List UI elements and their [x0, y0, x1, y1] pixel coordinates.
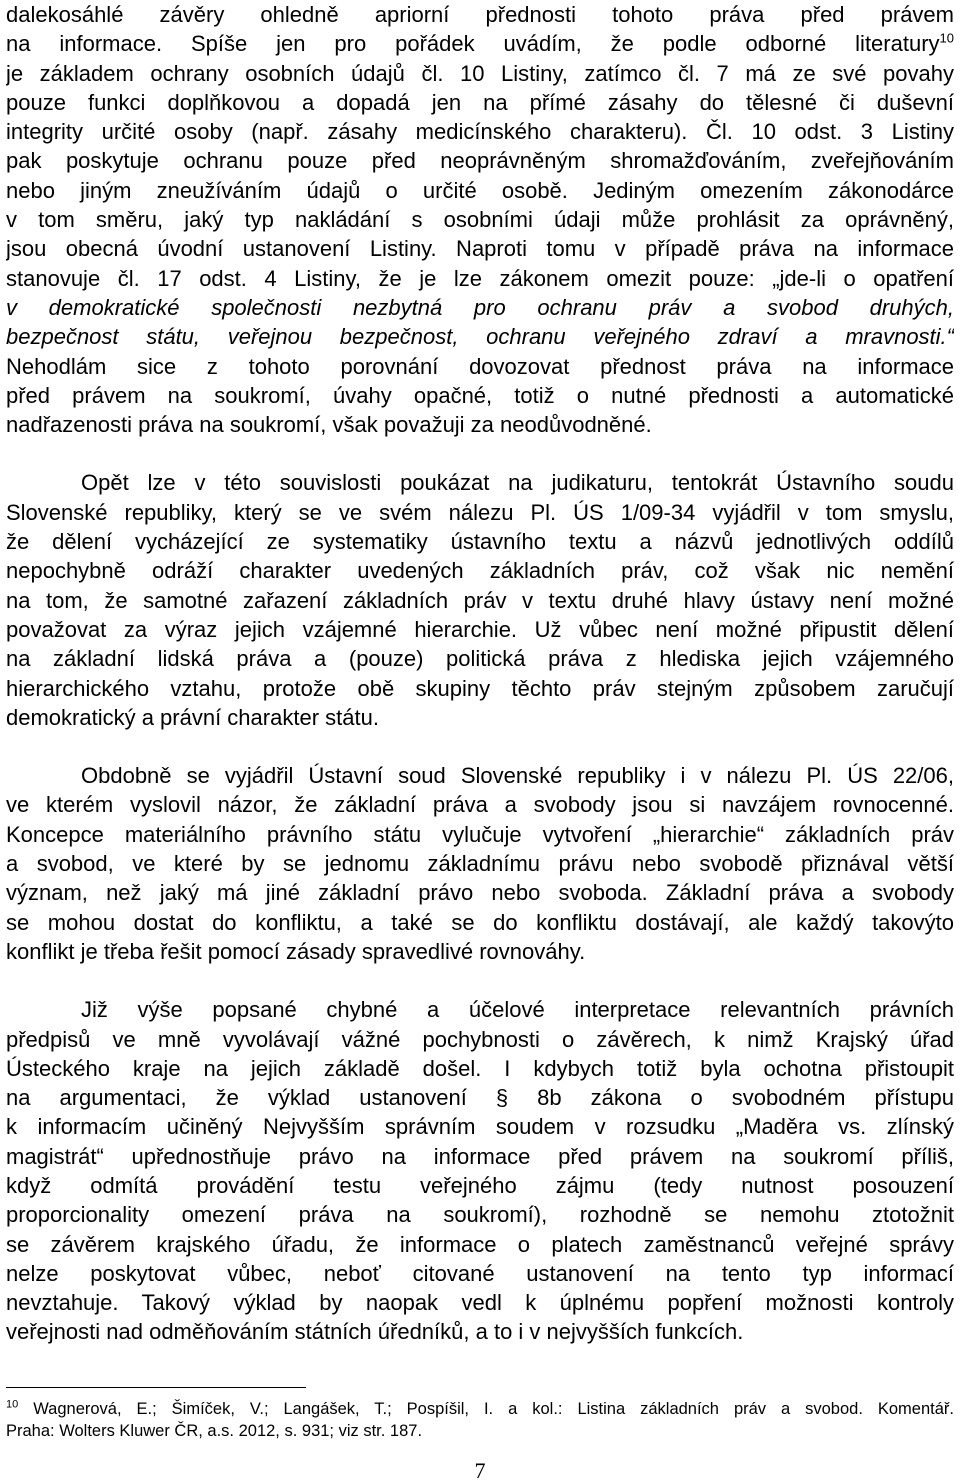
text-line: Koncepce materiálního právního státu vylučuje vytvoření „hierarchie“ základních práv: [6, 821, 954, 847]
text-line: Ústeckého kraje na jejich základě došel. I kdybych totiž byla ochotna přistoupit: [6, 1055, 954, 1081]
text-line: před právem na soukromí, úvahy opačné, totiž o nutné přednosti a automatické: [6, 382, 954, 408]
text-line: že dělení vycházející ze systematiky ústavního textu a názvů jednotlivých oddílů: [6, 529, 954, 555]
text-line: považovat za výraz jejich vzájemné hierarchie. Už vůbec není možné připustit dělení: [6, 616, 954, 642]
paragraph: [6, 0, 954, 439]
text-line: na argumentaci, že výklad ustanovení § 8b zákona o svobodném přístupu: [6, 1085, 954, 1111]
text-line: když odmítá provádění testu veřejného zájmu (tedy nutnost posouzení: [6, 1172, 954, 1198]
page-number: 7: [474, 1458, 486, 1483]
paragraph-gap: [6, 732, 954, 761]
text-line: proporcionality omezení práva na soukromí), rozhodně se nemohu ztotožnit: [6, 1202, 954, 1228]
text-line: dalekosáhlé závěry ohledně apriorní přednosti tohoto práva před právem: [6, 2, 954, 27]
document-body: [6, 0, 954, 1347]
text-line: se mohou dostat do konfliktu, a také se do konfliktu dostávají, ale každý takovýto: [6, 909, 954, 935]
text-line: veřejnosti nad odměňováním státních úředníků, a to i v nejvyšších funkcích.: [6, 1319, 744, 1345]
paragraph: [6, 468, 954, 732]
text-line: význam, než jaký má jiné základní právo nebo svoboda. Základní práva a svobody: [6, 880, 954, 906]
text-line: Slovenské republiky, který se ve svém nálezu Pl. ÚS 1/09-34 vyjádřil v tom smyslu,: [6, 499, 954, 525]
text-line: na základní lidská práva a (pouze) politická práva z hlediska jejich vzájemného: [6, 646, 954, 672]
text-line: pak poskytuje ochranu pouze před neoprávněným shromažďováním, zveřejňováním: [6, 148, 954, 174]
paragraph: [6, 995, 954, 1347]
line-text: na informace. Spíše jen pro pořádek uvádím, že podle odborné literatury: [6, 31, 940, 57]
text-line: integrity určité osoby (např. zásahy medicínského charakteru). Čl. 10 odst. 3 Listiny: [6, 119, 954, 145]
paragraph-gap: [6, 439, 954, 468]
text-line: magistrát“ upřednostňuje právo na informace před právem na soukromí příliš,: [6, 1143, 954, 1169]
footnote-separator: [6, 1387, 306, 1388]
text-line: v tom směru, jaký typ nakládání s osobními údaji může prohlásit za oprávněný,: [6, 207, 954, 233]
footnote-number: 10: [6, 1398, 19, 1411]
text-line: a svobod, ve které by se jednomu základnímu právu nebo svobodě přiznával větší: [6, 851, 954, 877]
text-line: Obdobně se vyjádřil Ústavní soud Slovenské republiky i v nálezu Pl. ÚS 22/06,: [81, 763, 954, 789]
paragraph: [6, 761, 954, 966]
text-line: Již výše popsané chybné a účelové interpretace relevantních právních: [81, 997, 954, 1023]
text-line: jsou obecná úvodní ustanovení Listiny. Naproti tomu v případě práva na informace: [6, 236, 954, 262]
text-line: nelze poskytovat vůbec, neboť citované ustanovení na tento typ informací: [6, 1260, 954, 1286]
text-line: Nehodlám sice z tohoto porovnání dovozovat přednost práva na informace: [6, 353, 954, 379]
paragraph-gap: [6, 966, 954, 995]
text-line: se závěrem krajského úřadu, že informace o platech zaměstnanců veřejné správy: [6, 1231, 954, 1257]
quoted-text-line: bezpečnost státu, veřejnou bezpečnost, ochranu veřejného zdraví a mravnosti.“: [6, 324, 954, 350]
footnote-line: Praha: Wolters Kluwer ČR, a.s. 2012, s. 931; viz str. 187.: [6, 1422, 423, 1440]
quoted-text-line: v demokratické společnosti nezbytná pro ochranu práv a svobod druhých,: [6, 294, 954, 320]
text-line: nebo jiným zneužíváním údajů o určité osobě. Jediným omezením zákonodárce: [6, 177, 954, 203]
footnote-text: Wagnerová, E.; Šimíček, V.; Langášek, T.; Pospíšil, I. a kol.: Listina základních práv a svobod. Komentář.: [33, 1400, 954, 1418]
text-line: nevztahuje. Takový výklad by naopak vedl k úplnému popření možnosti kontroly: [6, 1290, 954, 1316]
footnote-reference[interactable]: 10: [939, 30, 954, 46]
text-line: hierarchického vztahu, protože obě skupiny těchto práv stejným způsobem zaručují: [6, 675, 954, 701]
text-line: na tom, že samotné zařazení základních práv v textu druhé hlavy ústavy není možné: [6, 587, 954, 613]
text-line: ve kterém vyslovil názor, že základní práva a svobody jsou si navzájem rovnocenné.: [6, 792, 954, 818]
text-line: je základem ochrany osobních údajů čl. 10 Listiny, zatímco čl. 7 má ze své povahy: [6, 60, 954, 86]
text-line: konflikt je třeba řešit pomocí zásady spravedlivé rovnováhy.: [6, 938, 586, 964]
text-line: [6, 29, 954, 58]
text-line: pouze funkci doplňkovou a dopadá jen na přímé zásahy do tělesné či duševní: [6, 89, 954, 115]
text-line: nepochybně odráží charakter uvedených základních práv, což však nic nemění: [6, 558, 954, 584]
footnote-line: [6, 1398, 954, 1420]
text-line: nadřazenosti práva na soukromí, však považuji za neodůvodněné.: [6, 412, 652, 438]
text-line: k informacím učiněný Nejvyšším správním soudem v rozsudku „Maděra vs. zlínský: [6, 1114, 954, 1140]
text-line: demokratický a právní charakter státu.: [6, 704, 379, 730]
text-line: předpisů ve mně vyvolávají vážné pochybnosti o závěrech, k nimž Krajský úřad: [6, 1026, 954, 1052]
text-line: Opět lze v této souvislosti poukázat na judikaturu, tentokrát Ústavního soudu: [81, 470, 954, 496]
text-line: stanovuje čl. 17 odst. 4 Listiny, že je lze zákonem omezit pouze: „jde-li o opatření: [6, 265, 954, 291]
